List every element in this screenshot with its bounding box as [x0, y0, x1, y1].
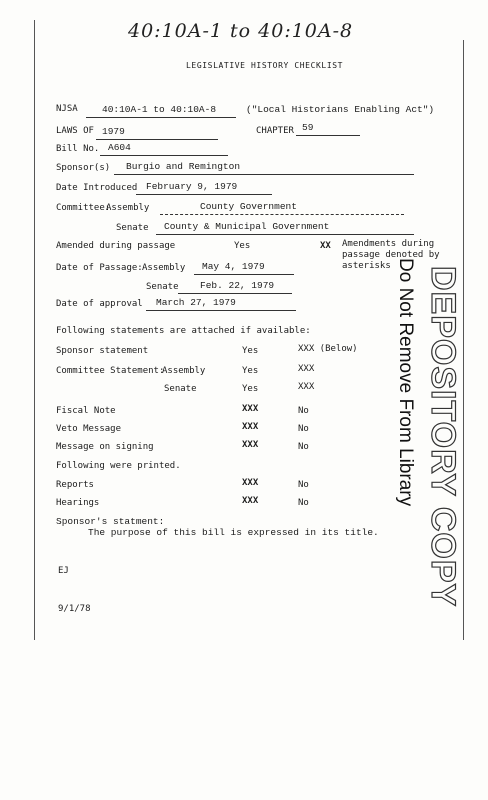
hearings-marks: XXX: [242, 496, 259, 506]
date-introduced-value: February 9, 1979: [146, 181, 238, 192]
passage-senate-label: Senate: [146, 282, 179, 292]
committee-statement-assembly: Assembly: [162, 366, 206, 376]
committee-assembly-label: Assembly: [106, 203, 150, 213]
passage-assembly-label: Assembly: [142, 263, 186, 273]
approval-label: Date of approval: [56, 299, 143, 309]
bill-no-label: Bill No.: [56, 144, 100, 154]
passage-assembly-value: May 4, 1979: [202, 261, 265, 272]
right-edge-line: [463, 40, 464, 640]
veto-message-no: No: [298, 424, 309, 434]
amended-label: Amended during passage: [56, 241, 176, 251]
sponsors-label: Sponsor(s): [56, 163, 111, 173]
laws-of-value: 1979: [102, 126, 125, 137]
signing-message-marks: XXX: [242, 440, 259, 450]
signing-message-label: Message on signing: [56, 442, 154, 452]
reports-marks: XXX: [242, 478, 259, 488]
page-title: LEGISLATIVE HISTORY CHECKLIST: [186, 61, 344, 70]
sponsor-statement-text: The purpose of this bill is expressed in its title.: [88, 527, 379, 538]
initials: EJ: [58, 566, 69, 576]
sponsor-statement-label: Sponsor statement: [56, 346, 149, 356]
committee-label: Committee:: [56, 203, 111, 213]
left-edge-line: [34, 20, 35, 640]
fiscal-note-marks: XXX: [242, 404, 259, 414]
committee-statement-label: Committee Statement:: [56, 366, 165, 376]
sponsor-statement-marks: XXX (Below): [298, 344, 358, 354]
amended-marks: XX: [320, 241, 331, 251]
committee-statement-senate: Senate: [164, 384, 197, 394]
reports-label: Reports: [56, 480, 94, 490]
hearings-label: Hearings: [56, 498, 100, 508]
hearings-no: No: [298, 498, 309, 508]
sponsor-statement-heading: Sponsor's statment:: [56, 516, 165, 527]
passage-label: Date of Passage:: [56, 263, 143, 273]
depository-copy-stamp: DEPOSITORY COPY: [424, 266, 462, 608]
reports-no: No: [298, 480, 309, 490]
bill-no-value: A604: [108, 142, 131, 153]
veto-message-marks: XXX: [242, 422, 259, 432]
fiscal-note-no: No: [298, 406, 309, 416]
committee-statement-assembly-marks: XXX: [298, 364, 315, 374]
chapter-value: 59: [302, 122, 314, 133]
signing-message-no: No: [298, 442, 309, 452]
do-not-remove-stamp: Do Not Remove From Library: [395, 258, 416, 507]
committee-assembly-value: County Government: [200, 201, 297, 212]
njsa-label: NJSA: [56, 104, 78, 114]
handwritten-header: 40:10A-1 to 40:10A-8: [128, 20, 354, 42]
committee-senate-value: County & Municipal Government: [164, 221, 330, 232]
sponsors-value: Burgio and Remington: [126, 161, 241, 172]
njsa-value: 40:10A-1 to 40:10A-8: [102, 104, 217, 115]
passage-senate-value: Feb. 22, 1979: [200, 280, 275, 291]
printed-heading: Following were printed.: [56, 461, 181, 471]
amended-yes: Yes: [234, 241, 251, 251]
committee-statement-senate-marks: XXX: [298, 382, 315, 392]
sponsor-statement-yes: Yes: [242, 346, 259, 356]
committee-senate-label: Senate: [116, 223, 149, 233]
chapter-label: CHAPTER: [256, 126, 294, 136]
laws-of-label: LAWS OF: [56, 126, 94, 136]
approval-value: March 27, 1979: [156, 297, 236, 308]
attached-heading: Following statements are attached if available:: [56, 326, 311, 336]
act-name: ("Local Historians Enabling Act"): [246, 104, 435, 115]
date-introduced-label: Date Introduced: [56, 183, 138, 193]
committee-statement-assembly-yes: Yes: [242, 366, 259, 376]
fiscal-note-label: Fiscal Note: [56, 406, 116, 416]
footer-date: 9/1/78: [58, 604, 91, 614]
committee-statement-senate-yes: Yes: [242, 384, 259, 394]
veto-message-label: Veto Message: [56, 424, 122, 434]
amended-note: Amendments during passage denoted by asterisks: [342, 239, 440, 271]
